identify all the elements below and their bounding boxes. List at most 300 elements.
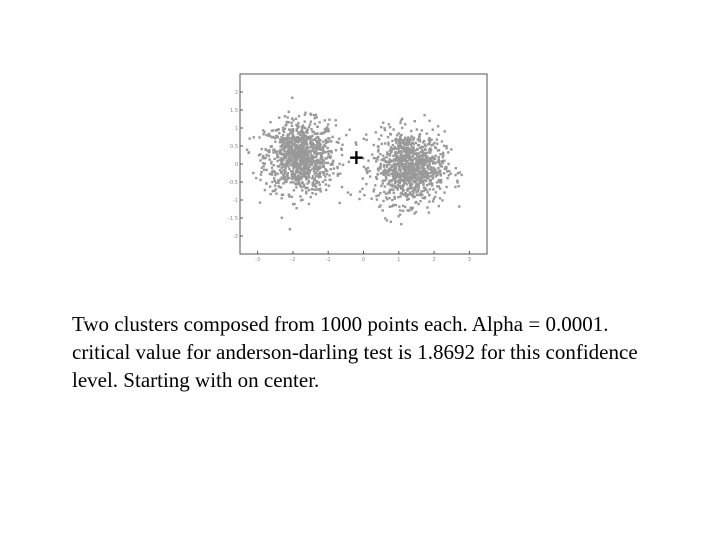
data-point-cluster-1 xyxy=(329,157,331,159)
data-point-cluster-2 xyxy=(388,181,390,183)
data-point-cluster-1 xyxy=(291,125,293,127)
data-point-cluster-2 xyxy=(409,181,411,183)
data-point-cluster-1 xyxy=(308,203,310,205)
data-point-cluster-2 xyxy=(414,120,416,122)
data-point-cluster-1 xyxy=(281,163,283,165)
y-tick-label: 1 xyxy=(234,126,238,132)
data-point-cluster-1 xyxy=(285,124,287,126)
data-point-cluster-2 xyxy=(425,145,427,147)
data-point-cluster-2 xyxy=(441,160,443,162)
data-point-cluster-2 xyxy=(365,133,367,135)
data-point-cluster-2 xyxy=(423,114,425,116)
data-point-cluster-2 xyxy=(415,201,417,203)
data-point-cluster-1 xyxy=(290,181,292,183)
data-point-cluster-2 xyxy=(411,159,413,161)
data-point-cluster-1 xyxy=(320,155,322,157)
data-point-cluster-2 xyxy=(445,147,447,149)
data-point-cluster-1 xyxy=(265,134,267,136)
data-point-cluster-2 xyxy=(413,163,415,165)
data-point-cluster-2 xyxy=(387,136,389,138)
data-point-cluster-2 xyxy=(428,139,430,141)
data-point-cluster-1 xyxy=(324,131,326,133)
x-tick-label: 3 xyxy=(467,257,471,263)
data-point-cluster-1 xyxy=(280,145,282,147)
data-point-cluster-2 xyxy=(419,167,421,169)
scatter-svg xyxy=(228,66,498,266)
data-point-cluster-2 xyxy=(428,120,430,122)
data-point-cluster-2 xyxy=(424,152,426,154)
data-point-cluster-1 xyxy=(276,156,278,158)
data-point-cluster-1 xyxy=(299,173,301,175)
data-point-cluster-2 xyxy=(390,221,392,223)
data-point-cluster-2 xyxy=(400,223,402,225)
data-point-cluster-1 xyxy=(259,159,261,161)
data-point-cluster-2 xyxy=(413,157,415,159)
data-point-cluster-1 xyxy=(273,164,275,166)
data-point-cluster-1 xyxy=(311,130,313,132)
data-point-cluster-2 xyxy=(416,154,418,156)
data-point-cluster-2 xyxy=(402,193,404,195)
data-point-cluster-1 xyxy=(279,149,281,151)
y-tick-label: -1.5 xyxy=(228,216,238,222)
data-point-cluster-1 xyxy=(295,124,297,126)
data-point-cluster-2 xyxy=(414,176,416,178)
data-point-cluster-2 xyxy=(398,205,400,207)
data-point-cluster-2 xyxy=(414,187,416,189)
data-point-cluster-2 xyxy=(426,206,428,208)
data-point-cluster-1 xyxy=(324,179,326,181)
data-point-cluster-2 xyxy=(416,128,418,130)
data-point-cluster-1 xyxy=(318,138,320,140)
data-point-cluster-2 xyxy=(379,165,381,167)
data-point-cluster-1 xyxy=(309,171,311,173)
data-point-cluster-1 xyxy=(281,160,283,162)
data-point-cluster-1 xyxy=(295,164,297,166)
data-point-cluster-2 xyxy=(433,198,435,200)
data-point-cluster-2 xyxy=(395,142,397,144)
data-point-cluster-1 xyxy=(325,139,327,141)
data-point-cluster-2 xyxy=(399,159,401,161)
data-point-cluster-2 xyxy=(416,179,418,181)
x-tick-label: -3 xyxy=(255,257,261,263)
y-tick-label: 0.5 xyxy=(230,144,238,150)
data-point-cluster-1 xyxy=(295,146,297,148)
data-point-cluster-2 xyxy=(403,172,405,174)
data-point-cluster-2 xyxy=(408,139,410,141)
data-point-cluster-2 xyxy=(411,208,413,210)
data-point-cluster-1 xyxy=(274,174,276,176)
data-point-cluster-1 xyxy=(300,158,302,160)
data-point-cluster-2 xyxy=(406,166,408,168)
data-point-cluster-2 xyxy=(370,198,372,200)
data-point-cluster-1 xyxy=(316,160,318,162)
data-point-cluster-2 xyxy=(443,191,445,193)
data-point-cluster-1 xyxy=(304,120,306,122)
data-point-cluster-1 xyxy=(287,159,289,161)
data-point-cluster-2 xyxy=(419,139,421,141)
data-point-cluster-1 xyxy=(277,179,279,181)
data-point-cluster-2 xyxy=(382,155,384,157)
data-point-cluster-1 xyxy=(339,173,341,175)
data-point-cluster-2 xyxy=(400,134,402,136)
data-point-cluster-2 xyxy=(400,151,402,153)
data-point-cluster-2 xyxy=(401,175,403,177)
data-point-cluster-1 xyxy=(269,158,271,160)
y-tick-label: 1.5 xyxy=(230,108,238,114)
data-point-cluster-2 xyxy=(407,136,409,138)
data-point-cluster-2 xyxy=(448,170,450,172)
data-point-cluster-2 xyxy=(373,157,375,159)
x-tick-label: -1 xyxy=(325,257,331,263)
data-point-cluster-2 xyxy=(415,142,417,144)
data-point-cluster-2 xyxy=(428,211,430,213)
data-point-cluster-1 xyxy=(253,136,255,138)
data-point-cluster-1 xyxy=(305,178,307,180)
data-point-cluster-1 xyxy=(312,182,314,184)
data-point-cluster-1 xyxy=(337,174,339,176)
data-point-cluster-1 xyxy=(263,169,265,171)
data-point-cluster-2 xyxy=(435,155,437,157)
data-point-cluster-1 xyxy=(299,166,301,168)
data-point-cluster-1 xyxy=(328,130,330,132)
data-point-cluster-1 xyxy=(259,153,261,155)
data-point-cluster-2 xyxy=(402,210,404,212)
data-point-cluster-2 xyxy=(426,177,428,179)
data-point-cluster-1 xyxy=(303,170,305,172)
data-point-cluster-1 xyxy=(252,172,254,174)
data-point-cluster-1 xyxy=(292,162,294,164)
data-point-cluster-1 xyxy=(301,128,303,130)
data-point-cluster-2 xyxy=(383,127,385,129)
data-point-cluster-2 xyxy=(429,157,431,159)
data-point-cluster-1 xyxy=(261,167,263,169)
data-point-cluster-1 xyxy=(304,112,306,114)
data-point-cluster-2 xyxy=(417,203,419,205)
data-point-cluster-1 xyxy=(274,184,276,186)
data-point-cluster-2 xyxy=(439,165,441,167)
data-point-cluster-2 xyxy=(422,168,424,170)
data-point-cluster-2 xyxy=(383,165,385,167)
data-point-cluster-1 xyxy=(285,138,287,140)
data-point-cluster-2 xyxy=(443,172,445,174)
data-point-cluster-1 xyxy=(287,133,289,135)
data-point-cluster-2 xyxy=(365,183,367,185)
data-point-cluster-1 xyxy=(255,177,257,179)
data-point-cluster-1 xyxy=(292,153,294,155)
data-point-cluster-2 xyxy=(408,198,410,200)
data-point-cluster-1 xyxy=(311,167,313,169)
data-point-cluster-1 xyxy=(306,182,308,184)
data-point-cluster-1 xyxy=(294,141,296,143)
data-point-cluster-2 xyxy=(399,169,401,171)
data-point-cluster-1 xyxy=(310,114,312,116)
data-point-cluster-1 xyxy=(284,150,286,152)
data-point-cluster-2 xyxy=(432,129,434,131)
data-point-cluster-1 xyxy=(335,124,337,126)
data-point-cluster-2 xyxy=(382,200,384,202)
data-point-cluster-1 xyxy=(293,189,295,191)
data-point-cluster-2 xyxy=(402,141,404,143)
data-point-cluster-2 xyxy=(395,174,397,176)
data-point-cluster-2 xyxy=(436,172,438,174)
data-point-cluster-2 xyxy=(428,201,430,203)
data-point-cluster-2 xyxy=(435,191,437,193)
data-point-cluster-1 xyxy=(282,194,284,196)
data-point-cluster-1 xyxy=(262,133,264,135)
data-point-cluster-2 xyxy=(439,170,441,172)
data-point-cluster-2 xyxy=(402,189,404,191)
data-point-cluster-1 xyxy=(271,145,273,147)
data-point-cluster-1 xyxy=(311,192,313,194)
data-point-cluster-1 xyxy=(289,140,291,142)
data-point-cluster-2 xyxy=(431,183,433,185)
data-point-cluster-1 xyxy=(308,180,310,182)
data-point-cluster-1 xyxy=(308,176,310,178)
data-point-cluster-2 xyxy=(407,174,409,176)
data-point-cluster-2 xyxy=(399,122,401,124)
data-point-cluster-2 xyxy=(401,127,403,129)
data-point-cluster-2 xyxy=(424,170,426,172)
data-point-cluster-1 xyxy=(261,148,263,150)
data-point-cluster-2 xyxy=(392,144,394,146)
data-point-cluster-1 xyxy=(273,177,275,179)
data-point-cluster-2 xyxy=(398,150,400,152)
data-point-cluster-2 xyxy=(380,172,382,174)
data-point-cluster-1 xyxy=(328,153,330,155)
data-point-cluster-1 xyxy=(311,188,313,190)
data-point-cluster-1 xyxy=(312,159,314,161)
data-point-cluster-1 xyxy=(322,159,324,161)
data-point-cluster-1 xyxy=(272,190,274,192)
data-point-cluster-1 xyxy=(316,180,318,182)
data-point-cluster-2 xyxy=(383,191,385,193)
data-point-cluster-1 xyxy=(331,151,333,153)
data-point-cluster-2 xyxy=(442,152,444,154)
data-point-cluster-2 xyxy=(342,164,344,166)
data-point-cluster-2 xyxy=(403,166,405,168)
data-point-cluster-1 xyxy=(246,149,248,151)
data-point-cluster-2 xyxy=(363,194,365,196)
data-point-cluster-2 xyxy=(446,177,448,179)
data-point-cluster-2 xyxy=(397,215,399,217)
data-point-cluster-2 xyxy=(416,177,418,179)
data-point-cluster-2 xyxy=(424,149,426,151)
data-point-cluster-1 xyxy=(327,147,329,149)
data-point-cluster-2 xyxy=(399,182,401,184)
data-point-cluster-2 xyxy=(385,156,387,158)
data-point-cluster-2 xyxy=(377,150,379,152)
data-point-cluster-1 xyxy=(313,170,315,172)
data-point-cluster-1 xyxy=(271,130,273,132)
data-point-cluster-2 xyxy=(428,165,430,167)
data-point-cluster-2 xyxy=(423,190,425,192)
data-point-cluster-2 xyxy=(385,161,387,163)
data-point-cluster-1 xyxy=(277,136,279,138)
data-point-cluster-2 xyxy=(434,162,436,164)
data-point-cluster-1 xyxy=(298,115,300,117)
data-point-cluster-2 xyxy=(404,178,406,180)
data-point-cluster-1 xyxy=(314,117,316,119)
data-point-cluster-1 xyxy=(278,185,280,187)
data-point-cluster-2 xyxy=(366,172,368,174)
data-point-cluster-1 xyxy=(305,187,307,189)
data-point-cluster-1 xyxy=(324,128,326,130)
data-point-cluster-2 xyxy=(394,185,396,187)
data-point-cluster-1 xyxy=(295,170,297,172)
data-point-cluster-2 xyxy=(458,185,460,187)
data-point-cluster-2 xyxy=(375,195,377,197)
data-point-cluster-2 xyxy=(377,156,379,158)
data-point-cluster-2 xyxy=(374,184,376,186)
data-point-cluster-2 xyxy=(423,164,425,166)
data-point-cluster-1 xyxy=(283,137,285,139)
data-point-cluster-1 xyxy=(305,165,307,167)
data-point-cluster-2 xyxy=(404,148,406,150)
data-point-cluster-1 xyxy=(327,150,329,152)
data-point-cluster-1 xyxy=(310,196,312,198)
x-tick-label: 1 xyxy=(397,257,401,263)
data-point-cluster-2 xyxy=(408,151,410,153)
data-point-cluster-1 xyxy=(282,143,284,145)
data-point-cluster-1 xyxy=(329,179,331,181)
data-point-cluster-2 xyxy=(398,175,400,177)
data-point-cluster-2 xyxy=(377,145,379,147)
data-point-cluster-1 xyxy=(319,145,321,147)
data-point-cluster-1 xyxy=(324,162,326,164)
data-point-cluster-2 xyxy=(377,169,379,171)
data-point-cluster-1 xyxy=(330,140,332,142)
data-point-cluster-1 xyxy=(281,197,283,199)
data-point-cluster-2 xyxy=(422,151,424,153)
data-point-cluster-1 xyxy=(317,175,319,177)
data-point-cluster-2 xyxy=(456,181,458,183)
data-point-cluster-2 xyxy=(432,177,434,179)
data-point-cluster-1 xyxy=(296,155,298,157)
data-point-cluster-1 xyxy=(260,171,262,173)
data-point-cluster-2 xyxy=(399,142,401,144)
data-point-cluster-2 xyxy=(359,190,361,192)
data-point-cluster-2 xyxy=(406,189,408,191)
data-point-cluster-2 xyxy=(392,177,394,179)
data-point-cluster-2 xyxy=(415,184,417,186)
data-point-cluster-1 xyxy=(308,126,310,128)
data-point-cluster-1 xyxy=(260,173,262,175)
data-point-cluster-2 xyxy=(391,165,393,167)
data-point-cluster-2 xyxy=(367,160,369,162)
data-point-cluster-1 xyxy=(307,160,309,162)
data-point-cluster-1 xyxy=(309,123,311,125)
data-point-cluster-2 xyxy=(420,190,422,192)
data-point-cluster-1 xyxy=(281,167,283,169)
data-point-cluster-2 xyxy=(408,162,410,164)
data-point-cluster-1 xyxy=(335,119,337,121)
data-point-cluster-2 xyxy=(420,177,422,179)
data-point-cluster-2 xyxy=(365,139,367,141)
data-point-cluster-2 xyxy=(385,196,387,198)
data-point-cluster-1 xyxy=(280,176,282,178)
data-point-cluster-2 xyxy=(430,179,432,181)
data-point-cluster-1 xyxy=(296,141,298,143)
data-point-cluster-2 xyxy=(350,194,352,196)
data-point-cluster-2 xyxy=(376,198,378,200)
data-point-cluster-1 xyxy=(291,97,293,99)
data-point-cluster-2 xyxy=(369,175,371,177)
data-point-cluster-1 xyxy=(322,152,324,154)
x-tick-label: 0 xyxy=(361,257,366,263)
data-point-cluster-2 xyxy=(379,153,381,155)
data-point-cluster-2 xyxy=(416,169,418,171)
data-point-cluster-2 xyxy=(445,186,447,188)
data-point-cluster-1 xyxy=(277,160,279,162)
data-point-cluster-1 xyxy=(306,143,308,145)
data-point-cluster-2 xyxy=(358,198,360,200)
data-point-cluster-2 xyxy=(397,138,399,140)
data-point-cluster-1 xyxy=(292,144,294,146)
data-point-cluster-1 xyxy=(306,130,308,132)
data-point-cluster-1 xyxy=(262,157,264,159)
data-point-cluster-1 xyxy=(271,167,273,169)
data-point-cluster-2 xyxy=(399,195,401,197)
data-point-cluster-2 xyxy=(406,183,408,185)
data-point-cluster-2 xyxy=(393,172,395,174)
data-point-cluster-1 xyxy=(314,177,316,179)
data-point-cluster-1 xyxy=(275,193,277,195)
data-point-cluster-2 xyxy=(411,194,413,196)
data-point-cluster-2 xyxy=(446,170,448,172)
data-point-cluster-2 xyxy=(459,171,461,173)
data-point-cluster-1 xyxy=(259,201,261,203)
data-point-cluster-1 xyxy=(315,114,317,116)
data-point-cluster-2 xyxy=(378,138,380,140)
data-point-cluster-1 xyxy=(288,148,290,150)
data-point-cluster-2 xyxy=(427,191,429,193)
data-point-cluster-2 xyxy=(405,152,407,154)
data-point-cluster-2 xyxy=(361,188,363,190)
data-point-cluster-1 xyxy=(303,137,305,139)
data-point-cluster-2 xyxy=(391,140,393,142)
data-point-cluster-1 xyxy=(305,192,307,194)
data-point-cluster-1 xyxy=(296,130,298,132)
data-point-cluster-1 xyxy=(327,162,329,164)
data-point-cluster-1 xyxy=(294,173,296,175)
data-point-cluster-2 xyxy=(422,146,424,148)
data-point-cluster-1 xyxy=(268,155,270,157)
data-point-cluster-2 xyxy=(405,161,407,163)
data-point-cluster-1 xyxy=(266,154,268,156)
data-point-cluster-1 xyxy=(315,164,317,166)
data-point-cluster-2 xyxy=(420,161,422,163)
data-point-cluster-2 xyxy=(422,197,424,199)
data-point-cluster-1 xyxy=(301,152,303,154)
data-point-cluster-1 xyxy=(270,161,272,163)
data-point-cluster-2 xyxy=(448,174,450,176)
data-point-cluster-2 xyxy=(430,149,432,151)
data-point-cluster-2 xyxy=(410,130,412,132)
data-point-cluster-1 xyxy=(281,153,283,155)
data-point-cluster-1 xyxy=(316,148,318,150)
data-point-cluster-2 xyxy=(390,147,392,149)
data-point-cluster-2 xyxy=(436,181,438,183)
data-point-cluster-1 xyxy=(300,162,302,164)
data-point-cluster-1 xyxy=(327,137,329,139)
data-point-cluster-2 xyxy=(438,156,440,158)
data-point-cluster-2 xyxy=(388,163,390,165)
data-point-cluster-1 xyxy=(326,173,328,175)
data-point-cluster-2 xyxy=(419,180,421,182)
data-point-cluster-2 xyxy=(411,166,413,168)
data-point-cluster-2 xyxy=(392,189,394,191)
data-point-cluster-1 xyxy=(258,136,260,138)
